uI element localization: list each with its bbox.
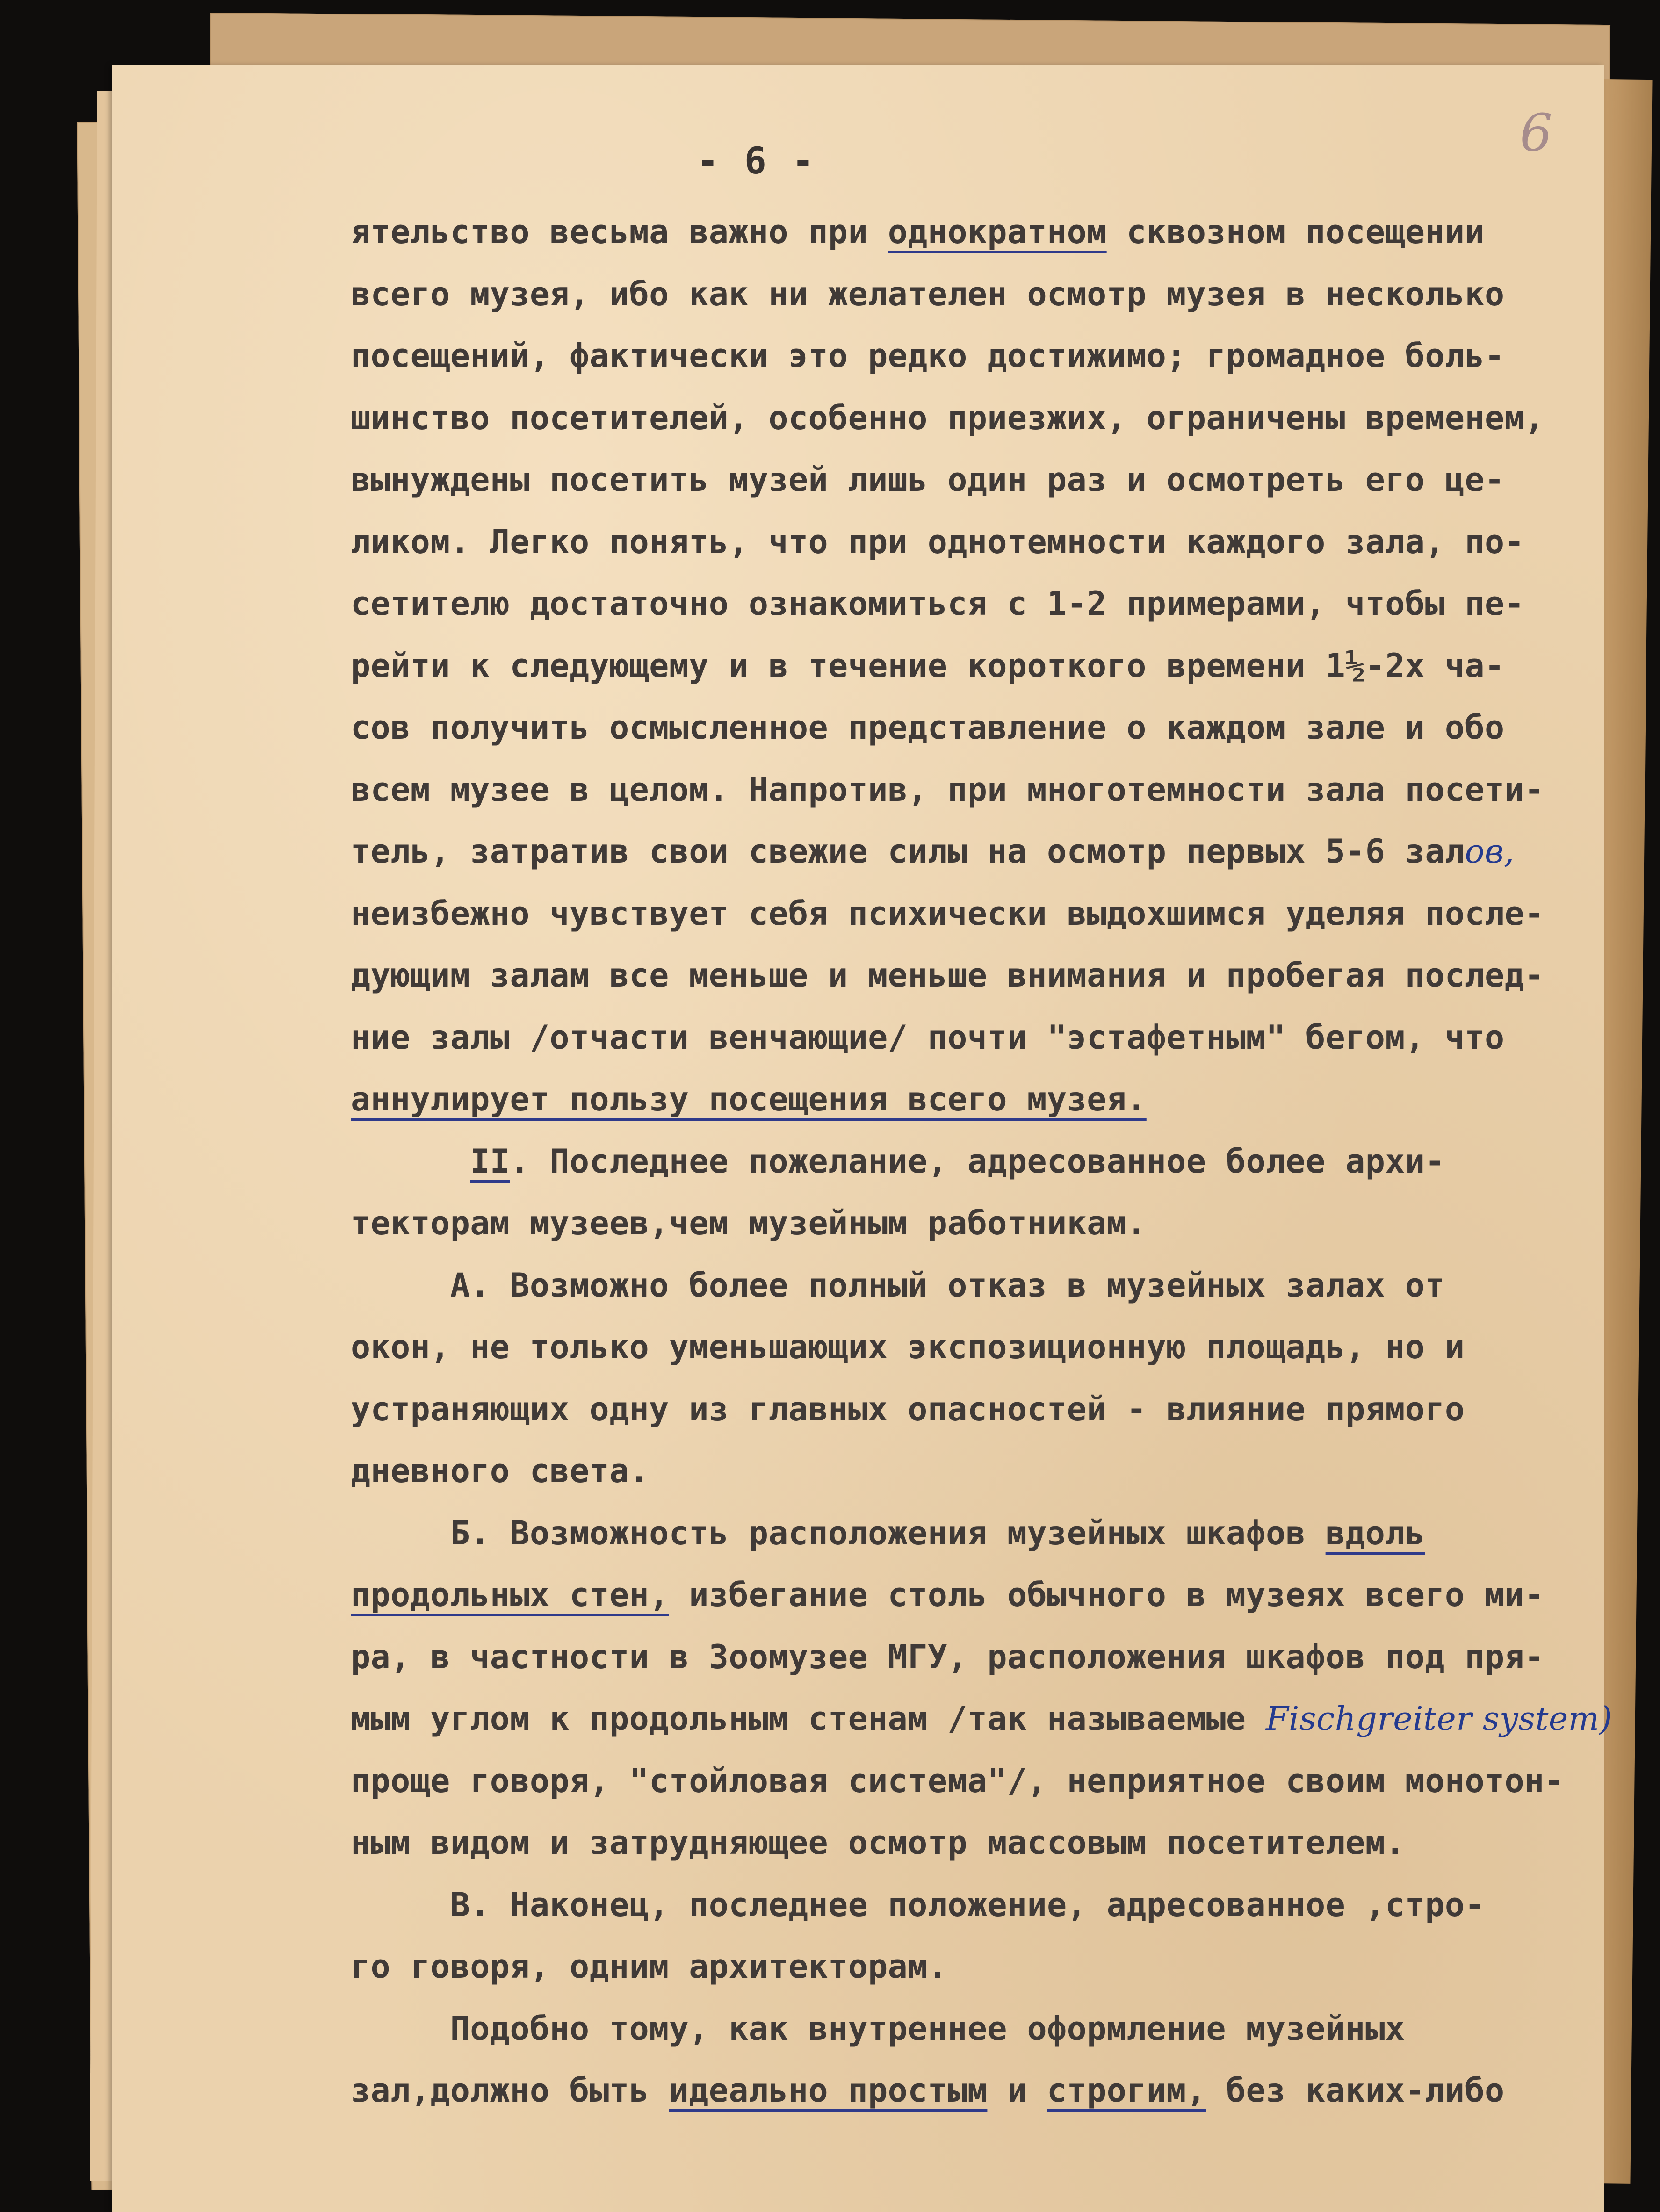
text-segment: ра, в частности в Зоомузее МГУ, расположения шкафов под пря- — [351, 1637, 1545, 1676]
text-line — [351, 1254, 1590, 1317]
text-segment: ятельство весьма важно при — [351, 213, 888, 251]
text-segment: окон, не только уменьшающих экспозиционную площадь, но и — [351, 1328, 1465, 1366]
handwritten-insert: Fischgreiter system) — [1266, 1700, 1613, 1738]
text-line — [351, 1440, 1590, 1502]
text-line — [351, 325, 1590, 387]
text-segment: зал,должно быть — [351, 2071, 669, 2110]
text-line — [351, 449, 1590, 511]
text-segment: всем музее в целом. Напротив, при многотемности зала посети- — [351, 770, 1545, 809]
text-line — [351, 883, 1590, 945]
text-segment: рейти к следующему и в течение короткого времени 1½-2х ча- — [351, 646, 1505, 685]
text-segment: сетителю достаточно ознакомиться с 1-2 примерами, чтобы пе- — [351, 584, 1525, 623]
text-segment: ние залы /отчасти венчающие/ почти "эстафетным" бегом, что — [351, 1018, 1505, 1057]
text-line — [351, 1626, 1590, 1688]
text-segment — [351, 1142, 470, 1181]
text-segment: сквозном посещении — [1106, 213, 1485, 251]
text-segment: сов получить осмысленное представление о каждом зале и обо — [351, 708, 1505, 747]
underlined-text: однократном — [888, 213, 1107, 251]
text-segment: шинство посетителей, особенно приезжих, ограничены временем, — [351, 398, 1545, 437]
text-line — [351, 1564, 1590, 1626]
text-segment: мым углом к продольным стенам /так называемые — [351, 1700, 1266, 1738]
text-segment: текторам музеев,чем музейным работникам. — [351, 1204, 1147, 1242]
text-segment: ликом. Легко понять, что при однотемности каждого зала, по- — [351, 522, 1525, 561]
text-segment: проще говоря, "стойловая система"/, неприятное своим монотон- — [351, 1761, 1565, 1800]
text-segment: посещений, фактически это редко достижимо; громадное боль- — [351, 337, 1505, 375]
text-line — [351, 697, 1590, 759]
underlined-text: аннулирует пользу посещения всего музея. — [351, 1080, 1147, 1118]
text-line — [351, 1131, 1590, 1193]
text-line — [351, 944, 1590, 1007]
underlined-text: строгим, — [1047, 2071, 1206, 2110]
text-segment: В. Наконец, последнее положение, адресованное ,стро- — [351, 1885, 1485, 1924]
text-line — [351, 635, 1590, 697]
text-line — [351, 1998, 1590, 2060]
text-segment: устраняющих одну из главных опасностей - влияние прямого — [351, 1390, 1465, 1428]
text-segment: Б. Возможность расположения музейных шкафов — [351, 1513, 1326, 1552]
underlined-text: идеально простым — [669, 2071, 988, 2110]
text-segment: без каких-либо — [1206, 2071, 1505, 2110]
text-line — [351, 387, 1590, 449]
text-line — [351, 1750, 1590, 1812]
text-line — [351, 1502, 1590, 1564]
text-line — [351, 1936, 1590, 1998]
text-segment: избегание столь обычного в музеях всего ми- — [669, 1576, 1545, 1614]
underlined-text: II — [470, 1142, 510, 1181]
typewritten-text — [351, 201, 1613, 2122]
text-segment: вынуждены посетить музей лишь один раз и осмотреть его це- — [351, 461, 1505, 499]
text-line — [351, 201, 1590, 263]
handwritten-insert: ов, — [1465, 832, 1515, 871]
text-line — [351, 1378, 1590, 1441]
text-segment: неизбежно чувствует себя психически выдохшимся уделяя после- — [351, 894, 1545, 933]
text-segment: Подобно тому, как внутреннее оформление музейных — [351, 2009, 1405, 2048]
text-line — [351, 263, 1590, 325]
text-line — [351, 1316, 1590, 1378]
text-segment: А. Возможно более полный отказ в музейных залах от — [351, 1266, 1445, 1304]
text-line — [351, 1688, 1613, 1750]
text-segment: дневного света. — [351, 1452, 650, 1490]
text-line — [351, 573, 1590, 635]
text-segment: тель, затратив свои свежие силы на осмотр первых 5-6 зал — [351, 832, 1465, 871]
handwritten-folio-number: 6 — [1520, 103, 1552, 163]
text-line — [351, 1007, 1590, 1069]
text-segment: всего музея, ибо как ни желателен осмотр музея в несколько — [351, 274, 1505, 313]
text-segment: ным видом и затрудняющее осмотр массовым посетителем. — [351, 1823, 1405, 1862]
text-segment: . Последнее пожелание, адресованное более архи- — [510, 1142, 1445, 1181]
text-segment: дующим залам все меньше и меньше внимания и пробегая послед- — [351, 956, 1545, 994]
underlined-text: продольных стен, — [351, 1576, 669, 1614]
text-line — [351, 511, 1590, 573]
text-segment: и — [987, 2071, 1047, 2110]
underlined-text: вдоль — [1325, 1513, 1425, 1552]
page-number: - 6 - — [697, 140, 816, 182]
text-line — [351, 1068, 1590, 1131]
text-line — [351, 1874, 1590, 1936]
text-line — [351, 1812, 1590, 1874]
text-line — [351, 1192, 1590, 1254]
text-line — [351, 759, 1590, 821]
text-line — [351, 821, 1590, 883]
text-line — [351, 2060, 1590, 2122]
text-segment: го говоря, одним архитекторам. — [351, 1947, 948, 1986]
